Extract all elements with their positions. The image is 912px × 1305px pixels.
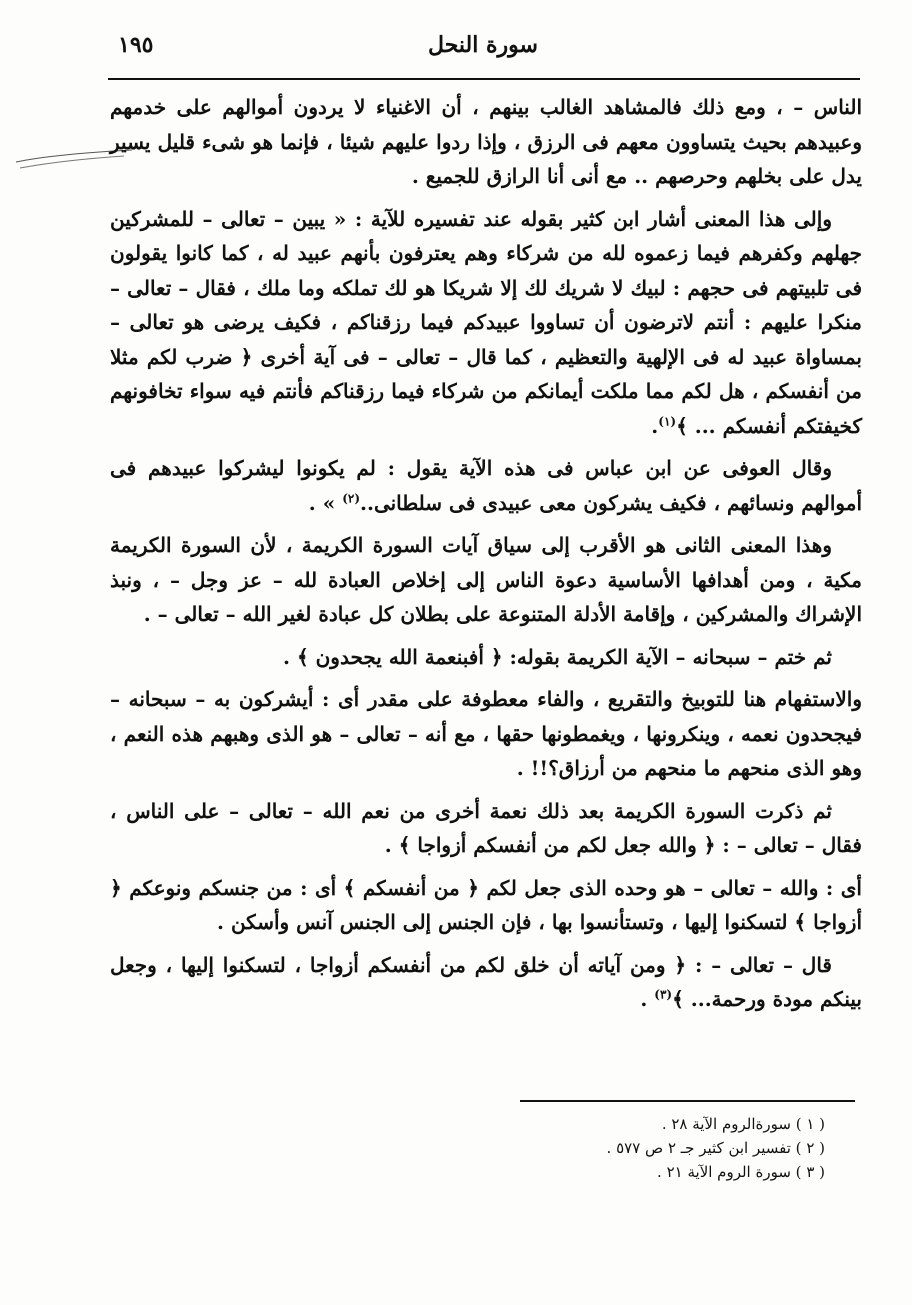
footnote-ref: (٣): [654, 987, 673, 1002]
body-text: [110, 90, 862, 1025]
paragraph-text: وإلى هذا المعنى أشار ابن كثير بقوله عند تفسيره للآية : « يبين – تعالى – للمشركين جهلهم وكفرهم فيما زعموه لله من شركاء وهم يعترفون بأنهم عبيد له ، كما كانوا يقولون فى تلبيتهم فى حجهم : لبيك لا شريك لك إلا شريكا هو لك تملكه وما ملك ، فقال – تعالى – منكرا عليهم : أنتم لاترضون أن تساووا عبيدكم فيما رزقناكم ، فكيف يرضى هو تعالى – بمساواة عبيد له فى الإلهية والتعظيم ، كما قال – تعالى – فى آية أخرى ﴿ ضرب لكم مثلا من أنفسكم ، هل لكم مما ملكت أيمانكم من شركاء فيما رزقناكم فأنتم فيه سواء تخافونهم كخيفتكم أنفسكم ... ﴾: [110, 206, 862, 438]
page-header: [108, 30, 858, 80]
paragraph: ثم ذكرت السورة الكريمة بعد ذلك نعمة أخرى من نعم الله – تعالى – على الناس ، فقال – تعالى – : ﴿ والله جعل لكم من أنفسكم أزواجا ﴾ .: [110, 798, 862, 857]
footnotes: [420, 1112, 825, 1184]
surah-title: سورة النحل: [428, 32, 538, 58]
footnote: ( ٢ ) تفسير ابن كثير جـ ٢ ص ٥٧٧ .: [606, 1139, 825, 1157]
paragraph-text: قال – تعالى – : ﴿ ومن آياته أن خلق لكم من أنفسكم أزواجا ، لتسكنوا إليها ، وجعل بينكم مودة ورحمة... ﴾: [110, 952, 862, 1011]
footnote-ref: (١): [658, 413, 677, 428]
footnote-rule: [520, 1100, 855, 1102]
footnote: ( ١ ) سورةالروم الآية ٢٨ .: [661, 1115, 825, 1133]
paragraph: أى : والله – تعالى – هو وحده الذى جعل لكم ﴿ من أنفسكم ﴾ أى : من جنسكم ونوعكم ﴿ أزواجا ﴾ لتسكنوا إليها ، وتستأنسوا بها ، فإن الجنس إلى الجنس آنس وأسكن .: [110, 875, 862, 934]
paragraph-end: .: [640, 987, 648, 1011]
quote-close: » .: [308, 490, 336, 515]
paragraph: [110, 451, 862, 520]
paragraph: ثم ختم – سبحانه – الآية الكريمة بقوله: ﴿ أفبنعمة الله يجحدون ﴾ .: [283, 644, 832, 669]
paragraph-text: وقال العوفى عن ابن عباس فى هذه الآية يقول : لم يكونوا ليشركوا عبيدهم فى أموالهم ونسائهم ، فكيف يشركون معى عبيدى فى سلطانى..: [110, 456, 862, 515]
paragraph: [110, 948, 862, 1017]
page-number: ١٩٥: [118, 32, 154, 58]
footnote: ( ٣ ) سورة الروم الآية ٢١ .: [657, 1163, 825, 1181]
paragraph: وهذا المعنى الثانى هو الأقرب إلى سياق آيات السورة الكريمة ، لأن السورة الكريمة مكية ، ومن أهدافها الأساسية دعوة الناس إلى إخلاص العبادة لله – عز وجل – ، ونبذ الإشراك والمشركين ، وإقامة الأدلة المتنوعة على بطلان كل عبادة لغير الله – تعالى – .: [110, 533, 862, 626]
paragraph: الناس – ، ومع ذلك فالمشاهد الغالب بينهم ، أن الاغنياء لا يردون أموالهم على خدمهم وعبيدهم بحيث يتساوون معهم فى الرزق ، وإذا ردوا عليهم شيئا ، فإنما هو شىء قليل يسير يدل على بخلهم وحرصهم .. مع أنى أنا الرازق للجميع .: [110, 95, 862, 188]
paragraph: وإلى هذا المعنى أشار ابن كثير بقوله عند تفسيره للآية : « يبين – تعالى – للمشركين جهلهم وكفرهم فيما زعموه لله من شركاء وهم يعترفون بأنهم عبيد له ، كما كانوا يقولون فى تلبيتهم فى حجهم : لبيك لا شريك لك إلا شريكا هو لك تملكه وما ملك ، فقال – تعالى – منكرا عليهم : أنتم لاترضون أن تساووا عبيدكم فيما رزقناكم ، فكيف يرضى هو تعالى – بمساواة عبيد له فى الإلهية والتعظيم ، كما قال – تعالى – فى آية أخرى ﴿ ضرب لكم مثلا من أنفسكم ، هل لكم مما ملكت أيمانكم من شركاء فيما رزقناكم فأنتم فيه سواء تخافونهم كخيفتكم أنفسكم ... ﴾$^{(١)}$.: [110, 206, 862, 438]
paragraph: والاستفهام هنا للتوبيخ والتقريع ، والفاء معطوفة على مقدر أى : أيشركون به – سبحانه – فيجحدون نعمه ، وينكرونها ، ويغمطونها حقها ، مع أنه – تعالى – هو الذى وهبهم هذه النعم ، وهو الذى منحهم ما منحهم من أرزاق؟!! .: [110, 687, 862, 780]
header-rule: [108, 78, 860, 80]
footnote-ref: (٢): [342, 490, 361, 505]
